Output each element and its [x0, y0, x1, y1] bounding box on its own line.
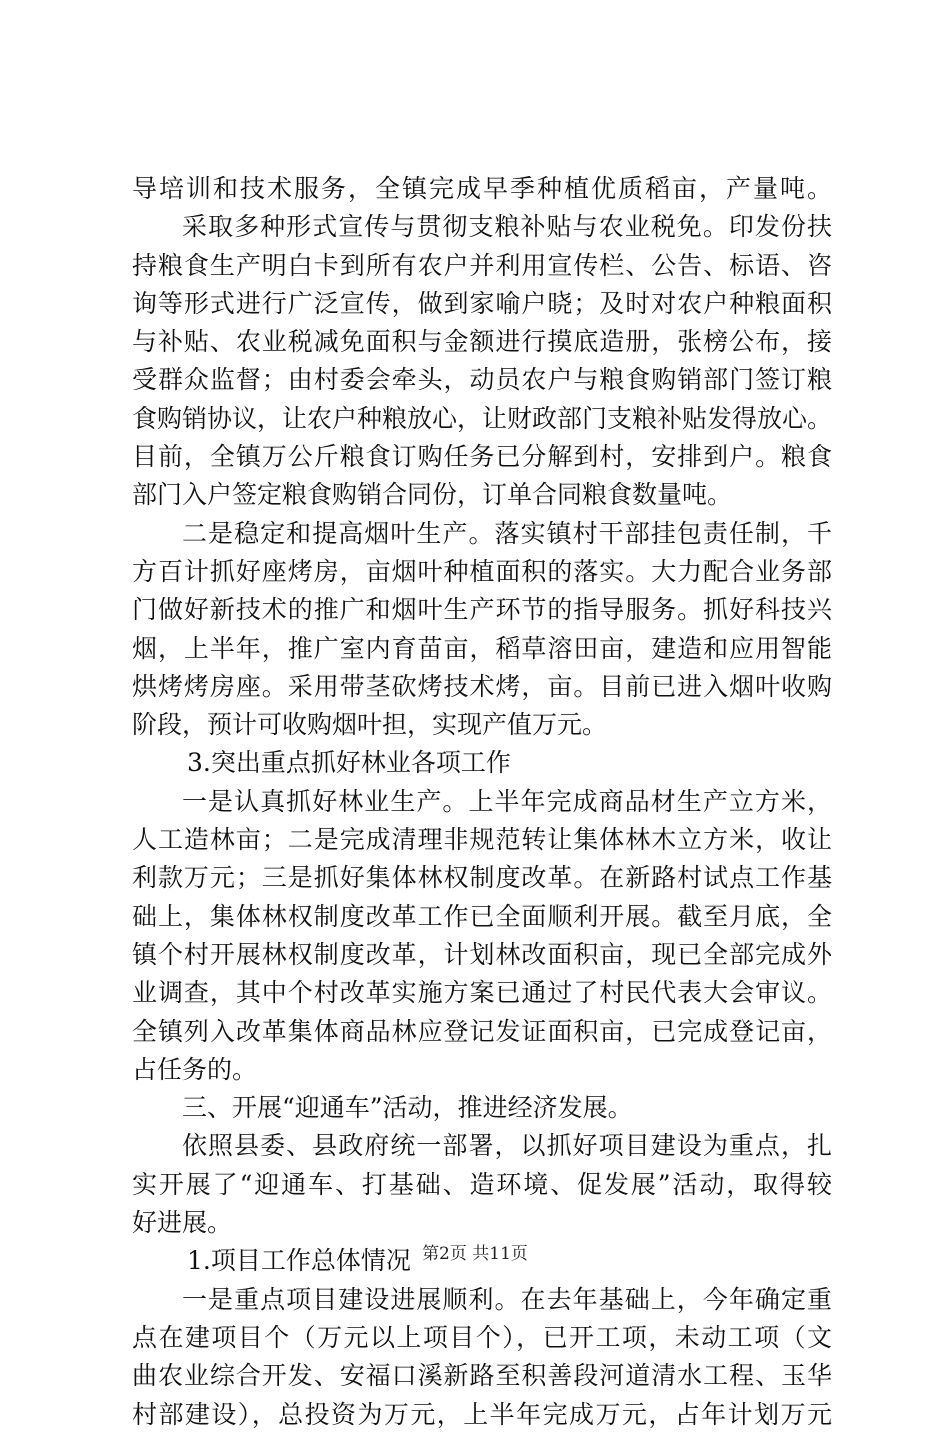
text-line: 持粮食生产明白卡到所有农户并利用宣传栏、公告、标语、咨: [132, 250, 832, 280]
text-line: 烘烤烤房座。采用带茎砍烤技术烤，亩。目前已进入烟叶收购: [132, 671, 832, 701]
text-line: 方百计抓好座烤房，亩烟叶种植面积的落实。大力配合业务部: [132, 556, 832, 586]
text-line: 一是认真抓好林业生产。上半年完成商品材生产立方米，: [182, 786, 832, 816]
text-line: 与补贴、农业税减免面积与金额进行摸底造册，张榜公布，接: [132, 327, 832, 357]
section-heading: 1.项目工作总体情况: [187, 1246, 411, 1276]
text-line: 础上，集体林权制度改革工作已全面顺利开展。截至月底，全: [132, 901, 832, 931]
text-line: 询等形式进行广泛宣传，做到家喻户晓；及时对农户种粮面积: [132, 288, 832, 318]
text-line: 部门入户签定粮食购销合同份，订单合同粮食数量吨。: [132, 480, 733, 510]
text-line: 一是重点项目建设进展顺利。在去年基础上，今年确定重: [182, 1284, 832, 1314]
text-line: 村部建设），总投资为万元，上半年完成万元，占年计划万元: [132, 1399, 832, 1429]
text-line: 食购销协议，让农户种粮放心，让财政部门支粮补贴发得放心。: [132, 403, 833, 433]
text-line: 二是稳定和提高烟叶生产。落实镇村干部挂包责任制，千: [182, 518, 832, 548]
text-line: 曲农业综合开发、安福口溪新路至积善段河道清水工程、玉华: [132, 1361, 832, 1391]
text-line: 烟，上半年，推广室内育苗亩，稻草溶田亩，建造和应用智能: [132, 633, 832, 663]
text-line: 依照县委、县政府统一部署，以抓好项目建设为重点，扎: [182, 1131, 832, 1161]
text-line: 阶段，预计可收购烟叶担，实现产值万元。: [132, 710, 608, 740]
section-heading: 三、开展“迎通车”活动，推进经济发展。: [182, 1093, 633, 1123]
text-line: 全镇列入改革集体商品林应登记发证面积亩，已完成登记亩，: [132, 1016, 832, 1046]
text-line: 实开展了“迎通车、打基础、造环境、促发展”活动，取得较: [132, 1169, 832, 1199]
text-line: 人工造林亩；二是完成清理非规范转让集体林木立方米，收让: [132, 825, 832, 855]
text-line: 点在建项目个（万元以上项目个），已开工项，未动工项（文: [132, 1322, 832, 1352]
section-heading: 3.突出重点抓好林业各项工作: [187, 748, 511, 778]
text-line: 利款万元；三是抓好集体林权制度改革。在新路村试点工作基: [132, 863, 832, 893]
text-line: 业调查，其中个村改革实施方案已通过了村民代表大会审议。: [132, 978, 832, 1008]
text-line: 导培训和技术服务，全镇完成早季种植优质稻亩，产量吨。: [132, 174, 832, 203]
text-line: 占任务的。: [132, 1054, 258, 1084]
text-line: 目前，全镇万公斤粮食订购任务已分解到村，安排到户。粮食: [132, 442, 832, 472]
text-line: 好进展。: [132, 1208, 233, 1238]
text-line: 镇个村开展林权制度改革，计划林改面积亩，现已全部完成外: [132, 939, 832, 969]
text-line: 采取多种形式宣传与贯彻支粮补贴与农业税免。印发份扶: [182, 212, 832, 242]
text-line: 门做好新技术的推广和烟叶生产环节的指导服务。抓好科技兴: [132, 595, 832, 625]
text-line: 受群众监督；由村委会牵头，动员农户与粮食购销部门签订粮: [132, 365, 832, 395]
page-number-footer: 第2页 共11页: [422, 1244, 528, 1264]
